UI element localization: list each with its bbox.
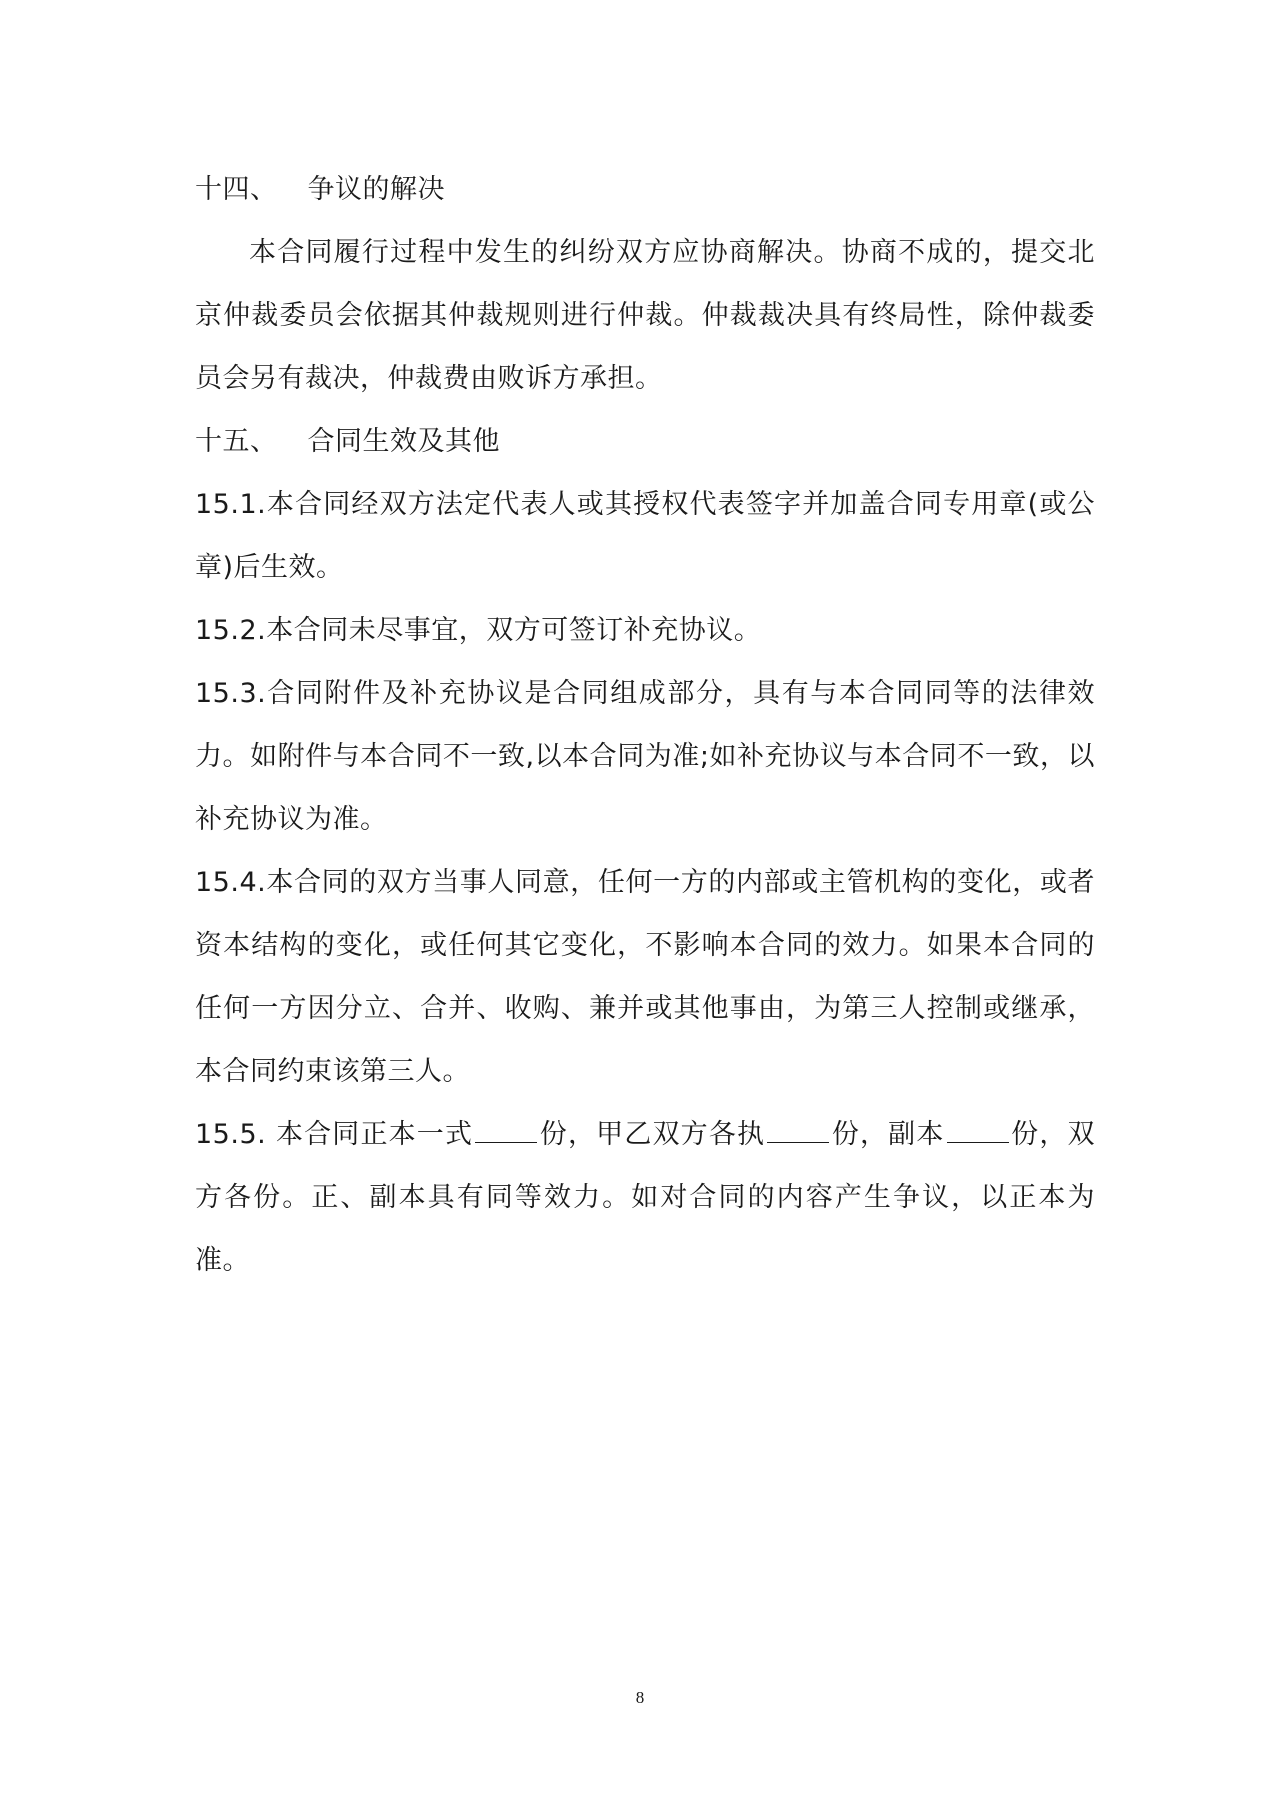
page-number: 8 [635, 1688, 645, 1707]
duplicate-copies-blank [947, 1116, 1009, 1143]
document-content [195, 158, 1095, 1292]
section-15-number: 十五、 [195, 426, 278, 457]
each-party-copies-blank [767, 1116, 829, 1143]
clause-15-1: 15.1.本合同经双方法定代表人或其授权代表签字并加盖合同专用章(或公章)后生效。 [195, 489, 1095, 583]
section-15-heading [195, 410, 1095, 473]
section-14-number: 十四、 [195, 174, 278, 205]
original-copies-blank [475, 1116, 537, 1143]
section-14-body: 本合同履行过程中发生的纠纷双方应协商解决。协商不成的，提交北京仲裁委员会依据其仲裁规则进行仲裁。仲裁裁决具有终局性，除仲裁委员会另有裁决，仲裁费由败诉方承担。 [195, 237, 1095, 394]
clause-15-3: 15.3.合同附件及补充协议是合同组成部分，具有与本合同同等的法律效力。如附件与本合同不一致,以本合同为准;如补充协议与本合同不一致，以补充协议为准。 [195, 678, 1095, 835]
clause-15-2: 15.2.本合同未尽事宜，双方可签订补充协议。 [195, 615, 762, 646]
section-14-heading [195, 158, 1095, 221]
clause-15-4: 15.4.本合同的双方当事人同意，任何一方的内部或主管机构的变化，或者资本结构的变化，或任何其它变化，不影响本合同的效力。如果本合同的任何一方因分立、合并、收购、兼并或其他事由，为第三人控制或继承，本合同约束该第三人。 [195, 867, 1095, 1087]
clause-15-5-part3: 份，副本 [831, 1119, 945, 1150]
section-15-title: 合同生效及其他 [307, 426, 500, 457]
clause-15-5-part1: 15.5. 本合同正本一式 [195, 1119, 474, 1150]
clause-15-5 [195, 1103, 1095, 1292]
clause-15-5-part2: 份，甲乙双方各执 [539, 1119, 766, 1150]
clause-15-5-part4: 份，双方各份。正、副本具有同等效力。如对合同的内容产生争议，以正本为准。 [195, 1119, 1096, 1276]
section-14-title: 争议的解决 [307, 174, 445, 205]
